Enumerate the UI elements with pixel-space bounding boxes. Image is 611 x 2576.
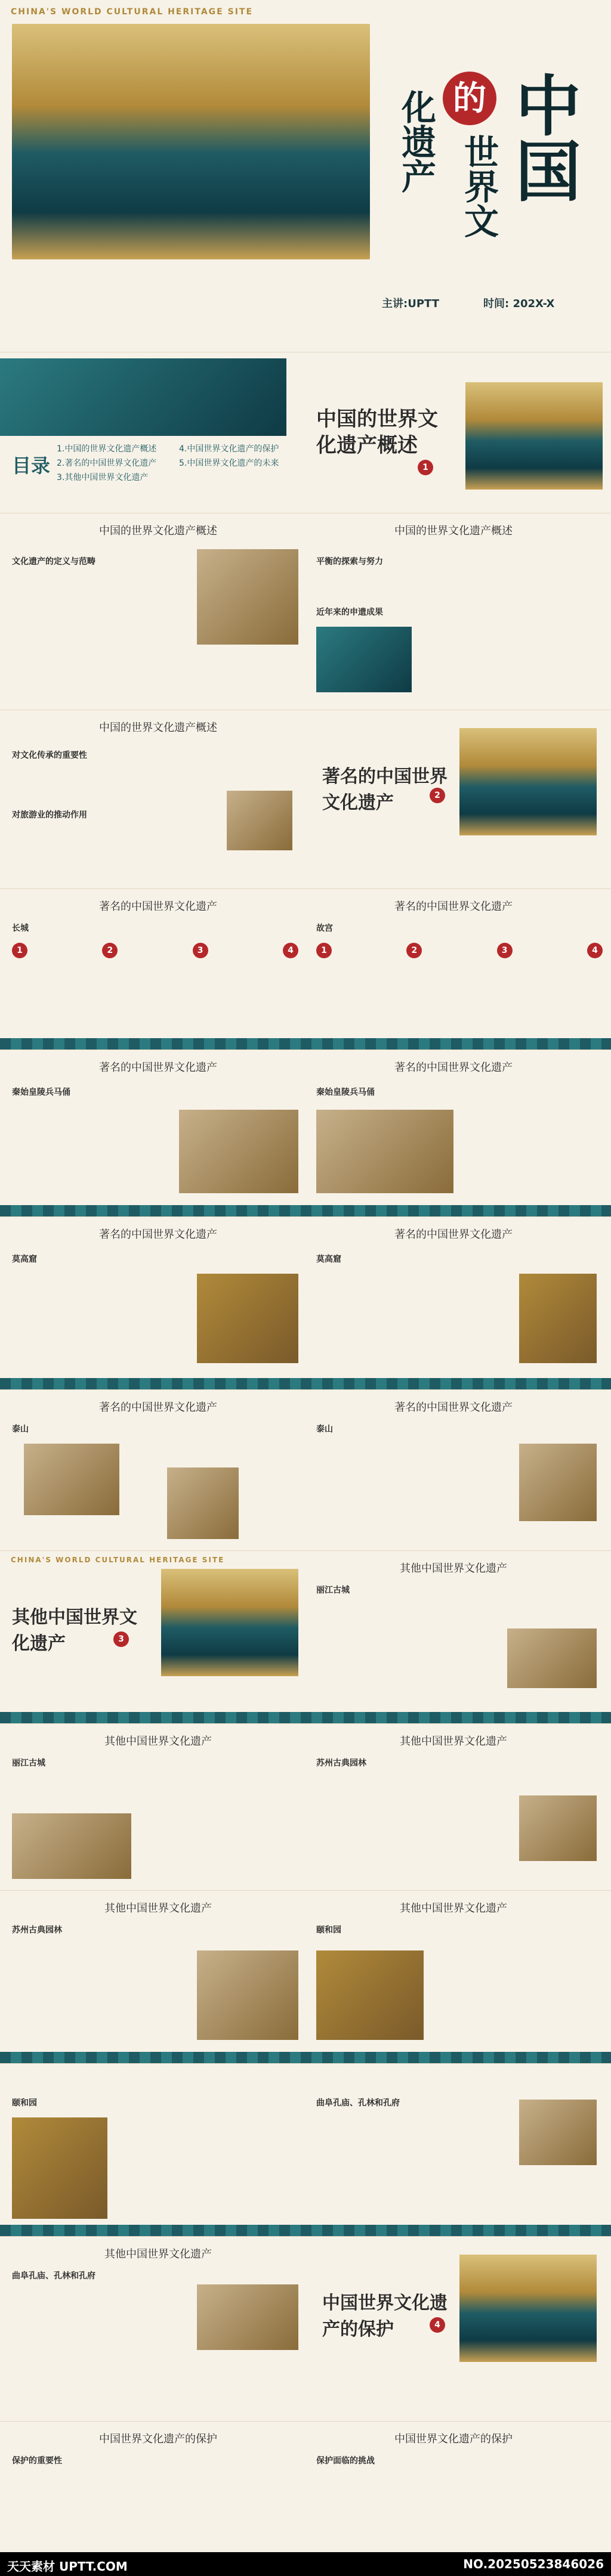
yihe-heading-2: 颐和园 (12, 2098, 37, 2108)
taishan-heading-left: 泰山 (12, 1425, 29, 1434)
terracotta-image-right (316, 1110, 453, 1193)
contents-item[interactable]: 4.中国世界文化遗产的保护 (179, 444, 279, 454)
famous-title-right-3: 著名的中国世界文化遗产 (394, 1228, 513, 1241)
step-4: 4 (283, 943, 298, 958)
famous-title-left-3: 著名的中国世界文化遗产 (99, 1228, 217, 1241)
other-title-right: 其他中国世界文化遗产 (400, 1562, 507, 1575)
overview-image-left (197, 549, 298, 645)
step-2: 2 (102, 943, 118, 958)
protect-title-left: 中国世界文化遗产的保护 (99, 2433, 217, 2445)
taishan-row (0, 1389, 611, 1551)
section4-title: 中国世界文化遗产的保护 (322, 2293, 448, 2340)
step-1: 1 (12, 943, 27, 958)
mogao-image-left (197, 1274, 298, 1363)
watermark-left: 天天素材 UPTT.COM (7, 2559, 128, 2574)
overview-slides-row (0, 513, 611, 710)
overview-image-right (316, 627, 412, 692)
terracotta-heading-left: 秦始皇陵兵马俑 (12, 1088, 70, 1097)
suzhou-image (519, 1795, 597, 1861)
contents-item[interactable]: 2.著名的中国世界文化遗产 (57, 459, 157, 468)
suzhou-heading: 苏州古典园林 (316, 1758, 366, 1768)
taishan-image-left-1 (24, 1444, 119, 1515)
section1-number: 1 (418, 460, 433, 475)
contents-item[interactable]: 1.中国的世界文化遗产概述 (57, 444, 157, 454)
section3-number: 3 (113, 1631, 129, 1647)
section4-number: 4 (430, 2317, 445, 2333)
lijiang-heading: 丽江古城 (316, 1586, 350, 1595)
mogao-row (0, 1216, 611, 1390)
s1-heading2: 平衡的探索与努力 (316, 557, 383, 566)
yihe-image-2 (12, 2117, 107, 2219)
greatwall-heading: 长城 (12, 924, 29, 933)
contents-title: 目录 (12, 454, 51, 477)
contents-list-right (179, 442, 310, 470)
lijiang-image (507, 1628, 597, 1688)
protection-row (0, 2421, 611, 2550)
section2-number: 2 (430, 788, 445, 803)
section3-title: 其他中国世界文化遗产 (12, 1607, 137, 1654)
mogao-image-right (519, 1274, 597, 1363)
protect-heading-1: 保护的重要性 (12, 2456, 62, 2466)
importance-slides-row (0, 710, 611, 889)
yihe-kongmiao-row (0, 2063, 611, 2237)
famous-title-right: 著名的中国世界文化遗产 (394, 900, 513, 913)
title-line3: 化遗产 (396, 89, 436, 193)
title-de-seal: 的 (443, 72, 496, 125)
section3-row (0, 1550, 611, 1724)
time: 时间: 202X-X (483, 298, 555, 310)
other-title-left: 其他中国世界文化遗产 (104, 1735, 212, 1748)
lijiang-heading-2: 丽江古城 (12, 1758, 45, 1768)
yihe-image (316, 1950, 424, 2040)
gugong-steps (316, 943, 603, 958)
watermark-right: NO.20250523846026 (463, 2557, 604, 2571)
s1-heading3: 近年来的申遗成果 (316, 608, 383, 617)
presenter: 主讲:UPTT (382, 298, 439, 310)
section2-title: 著名的中国世界文化遗产 (322, 766, 448, 813)
contents-item[interactable]: 5.中国世界文化遗产的未来 (179, 459, 279, 468)
overview-title-left: 中国的世界文化遗产概述 (99, 525, 217, 537)
site-label: CHINA'S WORLD CULTURAL HERITAGE SITE (11, 7, 254, 17)
site-label-2: CHINA'S WORLD CULTURAL HERITAGE SITE (11, 1556, 225, 1564)
suzhou-yihe-row (0, 1890, 611, 2064)
famous-title-left-2: 著名的中国世界文化遗产 (99, 1061, 217, 1074)
title-main: 中国 (505, 72, 582, 203)
taishan-image-right (519, 1444, 597, 1521)
watermark-bar (0, 2552, 611, 2576)
greatwall-gugong-row (0, 888, 611, 1050)
s2-heading1: 对文化传承的重要性 (12, 751, 87, 760)
lijiang-suzhou-row (0, 1723, 611, 1891)
section1-painting (465, 382, 603, 490)
step-3: 3 (497, 943, 513, 958)
gugong-heading: 故宫 (316, 924, 333, 933)
protect-title-right: 中国世界文化遗产的保护 (394, 2433, 513, 2445)
suzhou-heading-2: 苏州古典园林 (12, 1925, 62, 1935)
section4-painting (459, 2255, 597, 2362)
other-title-left-3: 其他中国世界文化遗产 (104, 2248, 212, 2261)
mogao-heading-left: 莫高窟 (12, 1255, 37, 1264)
kongmiao-image (519, 2100, 597, 2165)
overview-title-left-2: 中国的世界文化遗产概述 (99, 722, 217, 734)
famous-title-left: 著名的中国世界文化遗产 (99, 900, 217, 913)
taishan-image-left-2 (167, 1467, 239, 1539)
s1-heading1: 文化遗产的定义与范畴 (12, 557, 95, 566)
contents-right-panel (310, 364, 609, 513)
contents-slide (0, 352, 611, 513)
contents-banner-painting (0, 358, 286, 436)
section4-row (0, 2236, 611, 2422)
step-3: 3 (193, 943, 208, 958)
taishan-heading-right: 泰山 (316, 1425, 333, 1434)
step-1: 1 (316, 943, 332, 958)
greatwall-steps (12, 943, 298, 958)
overview-title-right: 中国的世界文化遗产概述 (394, 525, 513, 537)
importance-image (227, 791, 292, 850)
kongmiao-heading-2: 曲阜孔庙、孔林和孔府 (12, 2271, 95, 2281)
step-2: 2 (406, 943, 422, 958)
yihe-heading: 颐和园 (316, 1925, 341, 1935)
section2-painting (459, 728, 597, 835)
kongmiao-image-2 (197, 2284, 298, 2350)
title-line2: 世界文 (458, 134, 499, 238)
terracotta-image-left (179, 1110, 298, 1193)
other-title-left-2: 其他中国世界文化遗产 (104, 1902, 212, 1915)
lijiang-image-2 (12, 1813, 131, 1879)
kongmiao-heading: 曲阜孔庙、孔林和孔府 (316, 2098, 400, 2108)
terracotta-row (0, 1049, 611, 1217)
cover-painting (12, 24, 370, 259)
s2-heading2: 对旅游业的推动作用 (12, 810, 87, 820)
cover-slide (0, 0, 611, 352)
section1-title: 中国的世界文化遗产概述 (316, 407, 438, 457)
protect-heading-2: 保护面临的挑战 (316, 2456, 375, 2466)
famous-title-left-4: 著名的中国世界文化遗产 (99, 1401, 217, 1414)
famous-title-right-2: 著名的中国世界文化遗产 (394, 1061, 513, 1074)
contents-item[interactable]: 3.其他中国世界文化遗产 (57, 473, 149, 482)
cover-vertical-text (12, 274, 376, 316)
suzhou-image-2 (197, 1950, 298, 2040)
famous-title-right-4: 著名的中国世界文化遗产 (394, 1401, 513, 1414)
step-4: 4 (587, 943, 603, 958)
section3-painting (161, 1569, 298, 1676)
mogao-heading-right: 莫高窟 (316, 1255, 341, 1264)
other-title-right-2: 其他中国世界文化遗产 (400, 1735, 507, 1748)
other-title-right-3: 其他中国世界文化遗产 (400, 1902, 507, 1915)
terracotta-heading-right: 秦始皇陵兵马俑 (316, 1088, 375, 1097)
